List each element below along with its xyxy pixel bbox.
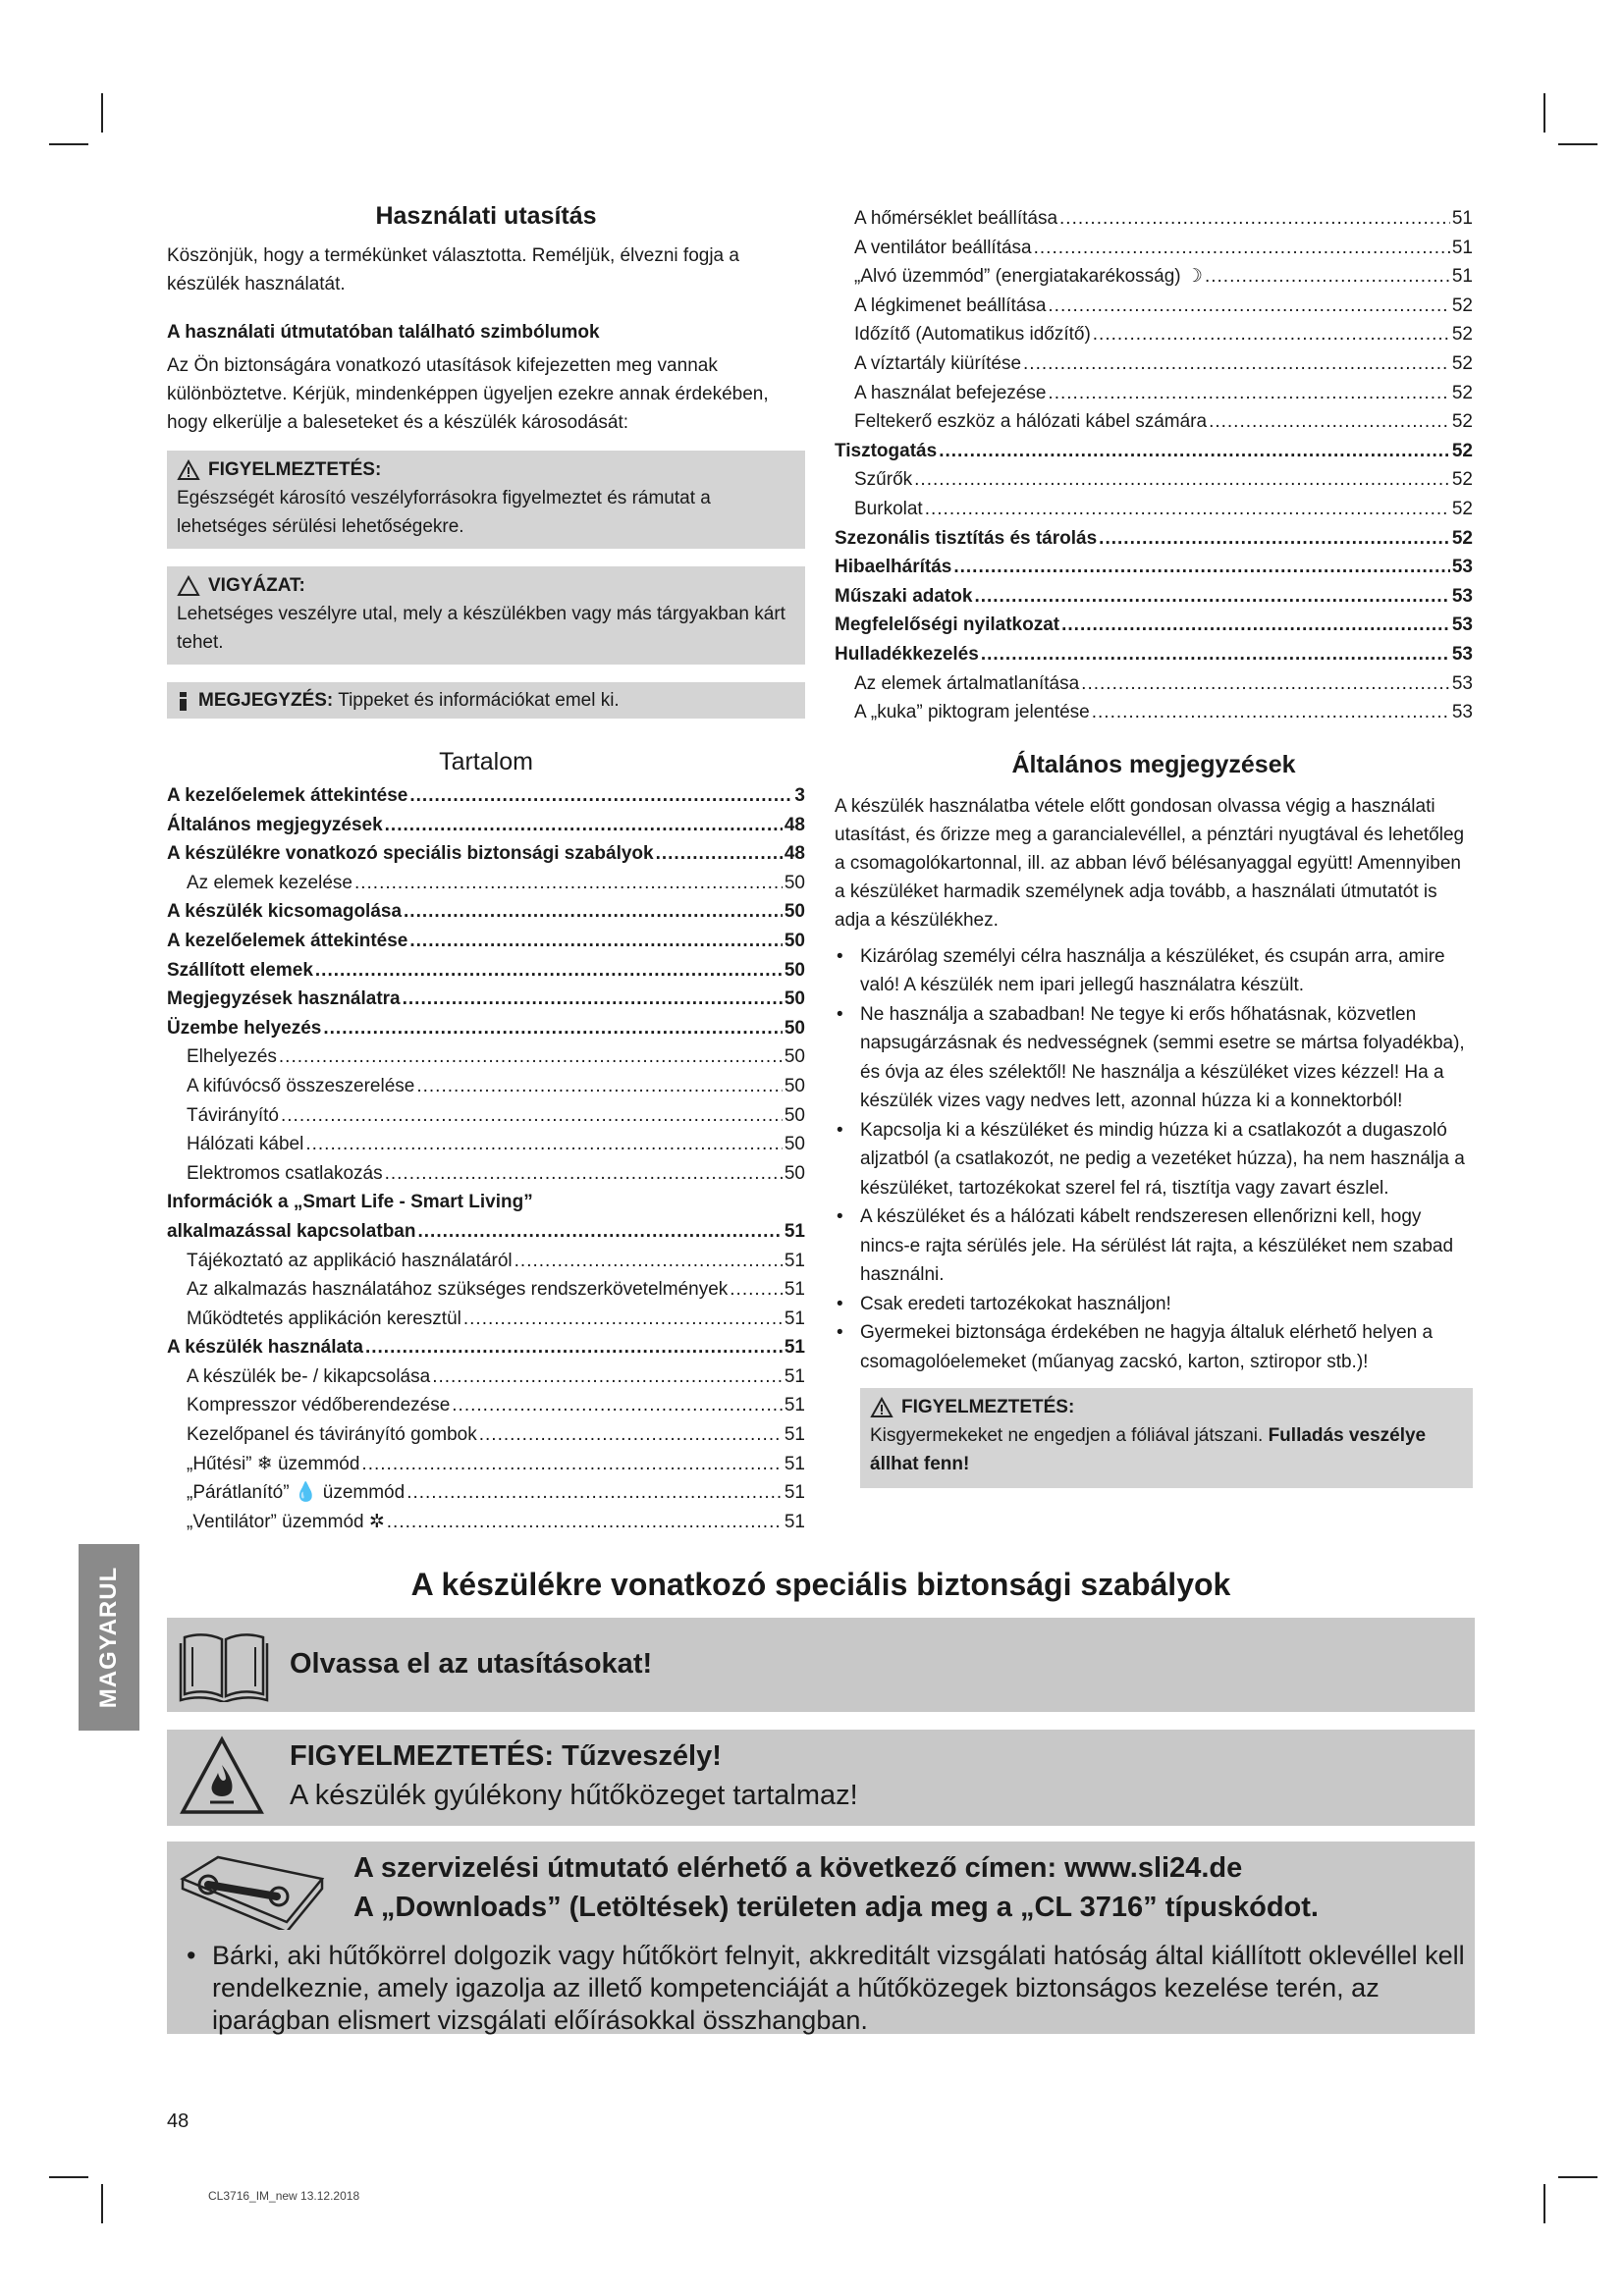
toc-entry (167, 1247, 805, 1276)
toc-leader-dots (1209, 407, 1450, 437)
crop-mark (101, 93, 103, 133)
toc-list-continued (835, 204, 1473, 727)
toc-leader-dots (409, 781, 792, 811)
toc-leader-dots (463, 1305, 783, 1334)
toc-entry (835, 640, 1473, 669)
toc-page-number: 51 (784, 1250, 805, 1271)
toc-leader-dots (403, 985, 783, 1014)
toc-entry-title: Szezonális tisztítás és tárolás (835, 527, 1098, 549)
toc-leader-dots (323, 1014, 783, 1043)
toc-leader-dots (479, 1420, 783, 1450)
flammable-warning-icon (179, 1735, 265, 1818)
toc-page-number: 50 (784, 988, 805, 1010)
toc-page-number: 52 (1451, 498, 1473, 519)
toc-entry (835, 582, 1473, 612)
toc-page-number: 53 (1451, 702, 1473, 723)
toc-entry-title: Általános megjegyzések (167, 814, 383, 835)
toc-entry-title: „Hűtési” ❄ üzemmód (187, 1453, 360, 1474)
toc-entry-title: alkalmazással kapcsolatban (167, 1220, 416, 1242)
page-title: Használati utasítás (375, 202, 597, 230)
toc-leader-dots (452, 1391, 783, 1420)
toc-entry-title: „Párátlanító” 💧 üzemmód (187, 1482, 406, 1504)
toc-page-number: 51 (784, 1395, 805, 1416)
toc-leader-dots (387, 1508, 783, 1537)
toc-entry (835, 611, 1473, 640)
note-label: MEGJEGYZÉS: (198, 690, 334, 711)
toc-leader-dots (1205, 262, 1450, 292)
warning-box-2 (860, 1388, 1473, 1488)
toc-entry (167, 1159, 805, 1189)
refrigerant-bullet-text: Bárki, aki hűtőkörrel dolgozik vagy hűtőkört felnyit, akkreditált vizsgálati hatóság által kiállított oklevéllel kell rendelkeznie, amely igazolja az illető kompetenciáját a hűtőközegek biztonságos kezelése terén, az iparágban elismert vizsgálati előírásokkal összhangban. (212, 1941, 1465, 2035)
toc-leader-dots (385, 1159, 783, 1189)
toc-entry-title: Műszaki adatok (835, 585, 973, 607)
warning2-bold: Fulladás veszélye állhat fenn! (870, 1425, 1427, 1475)
toc-page-number: 51 (784, 1482, 805, 1504)
toc-entry-title: Időzítő (Automatikus időzítő) (854, 324, 1091, 346)
toc-entry (835, 524, 1473, 554)
toc-entry-title: A ventilátor beállítása (854, 237, 1032, 258)
toc-entry (167, 1130, 805, 1159)
toc-entry-title: Szállított elemek (167, 959, 313, 981)
note-text: Tippeket és információkat emel ki. (338, 690, 620, 711)
toc-entry (835, 407, 1473, 437)
warning-triangle-icon (870, 1397, 893, 1418)
toc-entry-title: Az alkalmazás használatához szükséges rendszerkövetelmények (187, 1279, 729, 1301)
toc-entry (167, 869, 805, 898)
toc-page-number: 50 (784, 959, 805, 981)
toc-leader-dots (1048, 379, 1449, 408)
toc-entry (167, 956, 805, 986)
toc-page-number: 53 (1451, 643, 1473, 665)
caution-text: Lehetséges veszélyre utal, mely a készülékben vagy más tárgyakban kárt tehet. (177, 604, 785, 653)
toc-entry (167, 1420, 805, 1450)
toc-entry-title: A kezelőelemek áttekintése (167, 930, 408, 951)
footer-code: CL3716_IM_new 13.12.2018 (208, 2189, 360, 2203)
toc-leader-dots (656, 839, 783, 869)
toc-leader-dots (315, 956, 783, 986)
toc-leader-dots (281, 1101, 783, 1131)
toc-entry (167, 1275, 805, 1305)
service-manual-icon (179, 1849, 326, 1930)
open-book-icon (179, 1628, 269, 1702)
toc-page-number: 53 (1451, 585, 1473, 607)
toc-entry-title: „Ventilátor” üzemmód ✲ (187, 1511, 385, 1532)
crop-mark (101, 2184, 103, 2223)
toc-entry-title: A víztartály kiürítése (854, 352, 1022, 374)
toc-page-number: 51 (784, 1424, 805, 1446)
toc-entry (835, 204, 1473, 234)
toc-leader-dots (730, 1275, 783, 1305)
toc-entry-title: Információk a „Smart Life - Smart Living” (167, 1192, 533, 1213)
warning2-label: FIGYELMEZTETÉS: (901, 1397, 1075, 1418)
bullet-item: • Gyermekei biztonsága érdekében ne hagyja általuk elérhető helyen a csomagolóelemeket (műanyag zacskó, karton, sztiropor stb.)! (835, 1318, 1473, 1376)
toc-leader-dots (925, 495, 1450, 524)
toc-entry-title: „Alvó üzemmód” (energiatakarékosság) ☽ (854, 266, 1203, 288)
toc-leader-dots (417, 1217, 782, 1247)
toc-entry-title: A kifúvócső összeszerelése (187, 1075, 415, 1096)
toc-page-number: 50 (784, 1162, 805, 1184)
toc-page-number: 51 (784, 1511, 805, 1532)
toc-entry-title: Az elemek kezelése (187, 872, 352, 893)
toc-entry-title: Hibaelhárítás (835, 557, 952, 578)
toc-entry-title: Tájékoztató az applikáció használatáról (187, 1250, 513, 1271)
toc-entry (167, 811, 805, 840)
crop-mark (49, 2176, 88, 2178)
toc-leader-dots (404, 897, 783, 927)
toc-entry (167, 927, 805, 956)
toc-page-number: 51 (784, 1279, 805, 1301)
toc-entry (835, 669, 1473, 699)
toc-leader-dots (914, 465, 1450, 495)
general-title: Általános megjegyzések (1011, 750, 1296, 778)
toc-page-number: 51 (784, 1453, 805, 1474)
toc-entry (167, 1101, 805, 1131)
toc-leader-dots (953, 553, 1450, 582)
toc-page-number: 52 (1451, 324, 1473, 346)
toc-leader-dots (305, 1130, 783, 1159)
general-text: A készülék használatba vétele előtt gondosan olvassa végig a használati utasítást, és őrizze meg a garancialevéllel, a pénztári nyugtával és lehetőleg a csomagolókartonnal, ill. az abban lévő bélésanyaggal együtt! Amennyiben a készüléket harmadik személynek adja tovább, a használati útmutatót is adja a készülékhez. (835, 795, 1465, 931)
caution-label: VIGYÁZAT: (208, 575, 305, 596)
toc-page-number: 53 (1451, 672, 1473, 694)
toc-page-number: 51 (784, 1365, 805, 1387)
toc-page-number: 52 (1451, 294, 1473, 316)
bullet-item: • Csak eredeti tartozékokat használjon! (835, 1290, 1473, 1319)
toc-page-number: 52 (1451, 440, 1473, 461)
toc-entry (167, 1333, 805, 1362)
info-icon (177, 690, 190, 712)
toc-entry-title: Tisztogatás (835, 440, 938, 461)
note-box (167, 682, 805, 719)
toc-page-number: 51 (784, 1220, 805, 1242)
toc-entry-title: A légkimenet beállítása (854, 294, 1047, 316)
toc-leader-dots (1081, 669, 1450, 699)
toc-page-number: 51 (1451, 208, 1473, 229)
toc-leader-dots (409, 927, 782, 956)
language-tab (79, 1544, 139, 1731)
intro-text: Köszönjük, hogy a termékünket választotta. Reméljük, élvezni fogja a készülék használatát. (167, 245, 739, 294)
toc-entry-title: Távirányító (187, 1104, 279, 1126)
toc-entry-title: A hőmérséklet beállítása (854, 208, 1058, 229)
symbols-heading: A használati útmutatóban található szimbólumok (167, 322, 600, 343)
toc-entry-title: A készülék használata (167, 1337, 363, 1359)
toc-leader-dots (361, 1450, 782, 1479)
toc-entry (167, 1391, 805, 1420)
refrigerant-bullet (179, 1940, 1489, 2037)
toc-page-number: 52 (1451, 527, 1473, 549)
toc-entry-title: Üzembe helyezés (167, 1017, 322, 1039)
toc-page-number: 48 (784, 843, 805, 865)
right-column (835, 204, 1473, 1488)
toc-entry (835, 262, 1473, 292)
toc-entry (167, 781, 805, 811)
toc-page-number: 53 (1451, 614, 1473, 636)
toc-title: Tartalom (439, 748, 533, 775)
left-column (167, 196, 805, 1536)
toc-page-number: 51 (1451, 237, 1473, 258)
toc-entry (835, 320, 1473, 349)
toc-leader-dots (974, 582, 1449, 612)
toc-entry (835, 495, 1473, 524)
toc-entry-title: Elhelyezés (187, 1046, 277, 1068)
bullet-item: • Ne használja a szabadban! Ne tegye ki erős hőhatásnak, közvetlen napsugárzásnak és nedvességnek (semmi esetre se mártsa folyadékba), és óvja az éles szélektől! Ne használja a készüléket vizes kézzel! Ha a készülék vizes vagy nedves lett, azonnal húzza ki a konnektorból! (835, 1000, 1473, 1116)
bullet-item: • Kizárólag személyi célra használja a készüléket, és csupán arra, amire való! A készülék nem ipari jellegű használatra készült. (835, 942, 1473, 1000)
toc-leader-dots (385, 811, 783, 840)
service-info-banner (167, 1842, 1475, 2034)
toc-leader-dots (939, 437, 1450, 466)
toc-page-number: 52 (1451, 411, 1473, 433)
warning-label: FIGYELMEZTETÉS: (208, 459, 382, 480)
toc-page-number: 50 (784, 901, 805, 923)
read-instructions-text: Olvassa el az utasításokat! (290, 1648, 653, 1680)
warning-triangle-icon (177, 459, 200, 481)
toc-entry (167, 1450, 805, 1479)
toc-entry-title: A kezelőelemek áttekintése (167, 785, 408, 806)
crop-mark (1543, 2184, 1545, 2223)
warning2-text: Kisgyermekeket ne engedjen a fóliával játszani. (870, 1425, 1264, 1447)
caution-box (167, 566, 805, 665)
toc-entry-title: Hulladékkezelés (835, 643, 979, 665)
page-number: 48 (167, 2110, 189, 2132)
toc-leader-dots (279, 1042, 783, 1072)
toc-page-number: 48 (784, 814, 805, 835)
toc-page-number: 50 (784, 1046, 805, 1068)
toc-entry (835, 234, 1473, 263)
toc-entry-title: A készülékre vonatkozó speciális biztonsági szabályok (167, 843, 654, 865)
toc-entry (835, 437, 1473, 466)
toc-page-number: 52 (1451, 352, 1473, 374)
toc-entry (167, 1478, 805, 1508)
safety-title: A készülékre vonatkozó speciális biztonsági szabályok (410, 1567, 1231, 1602)
toc-leader-dots (1048, 292, 1449, 321)
toc-entry (167, 1217, 805, 1247)
toc-entry (835, 465, 1473, 495)
warning-text: Egészségét károsító veszélyforrásokra figyelmeztet és rámutat a lehetséges sérülési lehetőségekre. (177, 488, 711, 537)
toc-leader-dots (416, 1072, 783, 1101)
toc-leader-dots (354, 869, 783, 898)
general-bullets (835, 942, 1473, 1377)
toc-page-number: 53 (1451, 557, 1473, 578)
toc-page-number: 50 (784, 872, 805, 893)
toc-leader-dots (432, 1362, 783, 1392)
toc-entry (167, 1014, 805, 1043)
bullet-item: • Kapcsolja ki a készüléket és mindig húzza ki a csatlakozót a dugaszoló aljzatból (a csatlakozót, ne pedig a vezetéket húzza), ha nem használja a készüléket, tartozékokat szerel fel rá, tisztítja vagy zavart észlel. (835, 1116, 1473, 1203)
fire-warning-title: FIGYELMEZTETÉS: Tűzveszély! (290, 1740, 722, 1772)
toc-leader-dots (1059, 204, 1450, 234)
warning-box (167, 451, 805, 549)
bullet-item: • A készüléket és a hálózati kábelt rendszeresen ellenőrizni kell, hogy nincs-e rajta sérülés jele. Ha sérülést lát rajta, a készüléket nem szabad használni. (835, 1202, 1473, 1290)
crop-mark (1558, 2176, 1597, 2178)
toc-page-number: 50 (784, 1104, 805, 1126)
toc-entry-title: Kompresszor védőberendezése (187, 1395, 451, 1416)
toc-leader-dots (365, 1333, 783, 1362)
crop-mark (1558, 143, 1597, 145)
toc-page-number: 3 (794, 785, 805, 806)
toc-entry-title: Az elemek ártalmatlanítása (854, 672, 1080, 694)
toc-leader-dots (514, 1247, 783, 1276)
toc-page-number: 50 (784, 1075, 805, 1096)
toc-entry-title: Burkolat (854, 498, 923, 519)
toc-entry (167, 1188, 805, 1217)
toc-entry-title: Hálózati kábel (187, 1134, 304, 1155)
toc-page-number: 51 (1451, 266, 1473, 288)
language-tab-label: MAGYARUL (95, 1566, 122, 1709)
fire-warning-text: A készülék gyúlékony hűtőközeget tartalmaz! (290, 1780, 858, 1811)
toc-page-number: 50 (784, 1134, 805, 1155)
bullet-dot: • (187, 1941, 196, 1970)
toc-entry-title: A használat befejezése (854, 382, 1047, 403)
toc-entry (167, 1362, 805, 1392)
crop-mark (49, 143, 88, 145)
symbols-text: Az Ön biztonságára vonatkozó utasítások kifejezetten meg vannak különböztetve. Kérjük, mindenképpen ügyeljen ezekre annak érdekében, hogy elkerülje a baleseteket és a készülék károsodását: (167, 355, 769, 433)
toc-entry-title: Kezelőpanel és távirányító gombok (187, 1424, 477, 1446)
toc-entry-title: A „kuka” piktogram jelentése (854, 702, 1090, 723)
toc-entry (167, 985, 805, 1014)
toc-entry-title: Feltekerő eszköz a hálózati kábel számára (854, 411, 1208, 433)
toc-entry-title: Szűrők (854, 469, 913, 491)
toc-entry (167, 839, 805, 869)
toc-entry-title: Megfelelőségi nyilatkozat (835, 614, 1060, 636)
toc-page-number: 52 (1451, 382, 1473, 403)
toc-page-number: 50 (784, 930, 805, 951)
toc-entry (167, 1305, 805, 1334)
service-line-2: A „Downloads” (Letöltések) területen adja meg a „CL 3716” típuskódot. (353, 1892, 1319, 1923)
toc-entry (835, 292, 1473, 321)
toc-entry (835, 379, 1473, 408)
toc-entry-title: A készülék be- / kikapcsolása (187, 1365, 431, 1387)
toc-entry (835, 349, 1473, 379)
toc-entry-title: Működtetés applikáción keresztül (187, 1308, 461, 1329)
crop-mark (1543, 93, 1545, 133)
toc-leader-dots (1092, 698, 1450, 727)
toc-leader-dots (1034, 234, 1450, 263)
toc-page-number: 51 (784, 1308, 805, 1329)
toc-page-number: 52 (1451, 469, 1473, 491)
toc-entry (167, 897, 805, 927)
toc-leader-dots (1061, 611, 1450, 640)
toc-list (167, 781, 805, 1536)
read-instructions-banner (167, 1618, 1475, 1712)
toc-leader-dots (981, 640, 1450, 669)
toc-entry (835, 698, 1473, 727)
toc-page-number: 50 (784, 1017, 805, 1039)
toc-entry (167, 1508, 805, 1537)
toc-entry-title: Elektromos csatlakozás (187, 1162, 383, 1184)
toc-leader-dots (1023, 349, 1450, 379)
toc-entry (835, 553, 1473, 582)
toc-leader-dots (1099, 524, 1450, 554)
toc-leader-dots (406, 1478, 783, 1508)
toc-entry-title: Megjegyzések használatra (167, 988, 401, 1010)
toc-page-number: 51 (784, 1337, 805, 1359)
fire-warning-banner (167, 1730, 1475, 1826)
service-line-1: A szervizelési útmutató elérhető a következő címen: www.sli24.de (353, 1852, 1243, 1884)
toc-entry (167, 1072, 805, 1101)
caution-triangle-icon (177, 575, 200, 597)
toc-leader-dots (1093, 320, 1450, 349)
toc-entry-title: A készülék kicsomagolása (167, 901, 403, 923)
toc-entry (167, 1042, 805, 1072)
